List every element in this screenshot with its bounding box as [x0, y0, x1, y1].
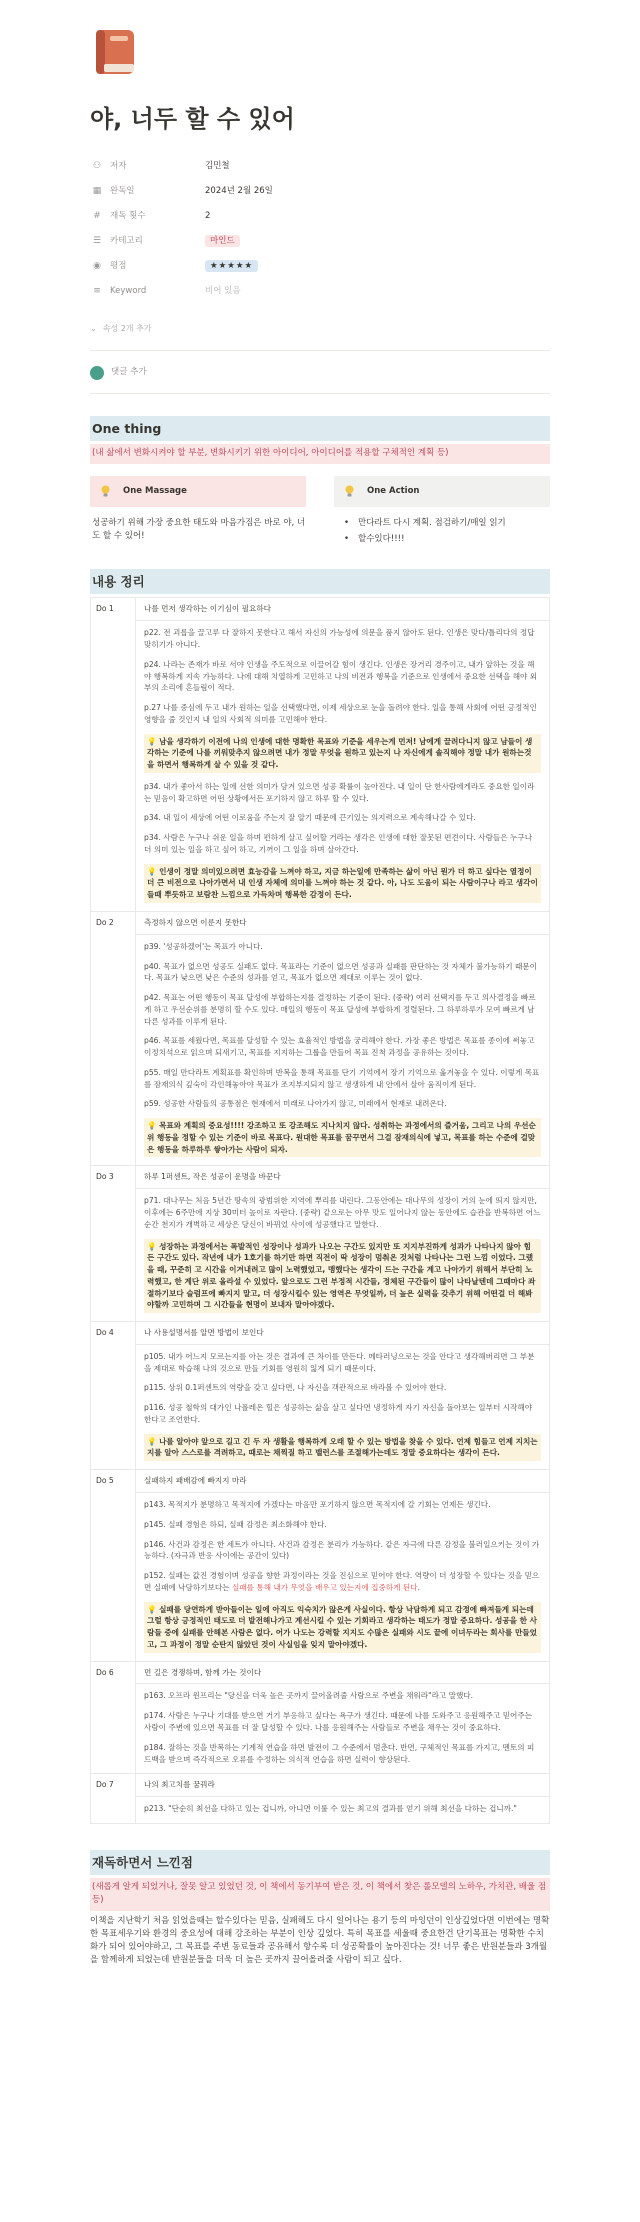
notes-cell[interactable]	[136, 621, 550, 912]
property-row[interactable]	[90, 279, 550, 304]
chapter-title-cell[interactable]: 실패하지 패배감에 빠지지 마라	[136, 1470, 550, 1493]
notes-cell[interactable]	[136, 1493, 550, 1662]
person-icon: ⚇	[92, 160, 102, 171]
quote-paragraph: p34. 사람은 누구나 쉬운 일을 하며 편하게 살고 싶어할 거라는 생각은 인생에 대한 잘못된 편견이다. 사람들은 누구나 더 의미 있는 일을 하고 싶어 하고, 기꺼이 그 일을 하며 살아간다.	[144, 833, 533, 854]
one-thing-heading: One thing	[90, 416, 550, 441]
property-name	[90, 210, 205, 224]
reread-text[interactable]: 이책을 지난학기 처음 읽었을때는 할수있다는 믿음, 실패해도 다시 일어나는 용기 등의 마잉던이 인상깊었다면 이번에는 명확한 목표세우기와 환경의 중요성에 대해 강조하는 부분이 인상 깊었다. 특히 목표를 세울때 중요한건 단기목표는 명확한 수치화가 되어 있어야하고, 그 목표를 주변 동료들과 공유해서 항수록 더 성공확률이 높아진다는 것! 너무 좋은 반원분들과 3개월을 함께하게 되었는데 반원분들을 더욱 더 높은 곳까지 끌어올려줄 사람이 되고 싶다.	[90, 1915, 550, 1966]
quote-paragraph: p34. 내 일이 세상에 어떤 이로움을 주는지 잘 알기 때문에 끈기있는 의지력으로 계속해나갈 수 있다.	[144, 813, 476, 823]
list-item: • 할수있다!!!!	[344, 533, 550, 546]
one-massage-title: One Massage	[123, 485, 187, 496]
quote-text: p152. 실패는 값진 경험이며 성공을 향한 과정이라는 것을 진심으로 믿어야 한다. 역량이 더 성장할 수 있다는 것을 믿으면 실패에 낙담하기보다는	[144, 1571, 540, 1592]
quote-paragraph: p174. 사람은 누구나 기대를 받으면 거기 부응하고 싶다는 욕구가 생긴다. 때문에 나를 도와주고 응원해주고 믿어주는 사람이 주변에 있으면 목표를 더 잘 달성할 수 있다. 나를 응원해주는 사람들로 주변을 채우는 것이 중요하다.	[144, 1711, 533, 1732]
one-thing-subtext: (내 삶에서 변화시켜야 할 부분, 변화시키기 위한 아이디어, 아이디어를 적용할 구체적인 계획 등)	[90, 444, 550, 463]
table-row	[91, 1470, 550, 1493]
day-cell[interactable]: Do 5	[91, 1470, 136, 1661]
quote-paragraph: p143. 목적지가 분명하고 목적지에 가겠다는 마음만 포기하지 않으면 목적지에 갈 기회는 언제든 생긴다.	[144, 1500, 491, 1510]
property-row[interactable]	[90, 179, 550, 204]
summary-heading: 내용 정리	[90, 569, 550, 594]
highlight-callout: 💡 실패를 당연하게 받아들이는 일에 아직도 익숙치가 않은게 사실이다. 항상 낙담하게 되고 감정에 빠져들게 되는데 그럴 항상 긍정적인 태도로 더 발전해나가고 계선시킬 수 있는 기회라고 생각하는 태도가 정말 중요하다. 성공을 한 사람들 중에 실패를 안해본 사람은 없다. 어가 나도는 강력할 지지도 수많은 실패와 시도 끝에 이녀두라는 회사를 만들었고, 그 과정이 정말 순탄지 않았던 것이 사실임을 잊지 말아야겠다.	[144, 1602, 541, 1653]
table-row	[91, 1322, 550, 1345]
notes-cell[interactable]	[136, 1344, 550, 1469]
quote-paragraph: p145. 실패 경험은 하되, 실패 감정은 최소화해야 한다.	[144, 1519, 327, 1529]
property-list	[90, 154, 550, 304]
chapter-title-cell[interactable]: 하루 1퍼센트, 작은 성공이 운명을 바꾼다	[136, 1166, 550, 1189]
circle-icon: ◉	[93, 260, 101, 271]
reread-heading: 재독하면서 느낀점	[90, 1850, 550, 1875]
quote-paragraph: p42. 목표는 어떤 행동이 목표 달성에 부합하는지를 결정하는 기준이 된다. (중략) 여러 선택지를 두고 의사결정을 빠르게 하고 우선순위를 분명히 할 수도 있다. 매일의 행동이 목표 달성에 부합하게 정렬된다. 그 하루하루가 모여 빠르게 남다른 성과를 이루게 된다.	[144, 993, 536, 1026]
property-tag: ★★★★★	[205, 260, 258, 272]
lines-icon: ≡	[93, 285, 101, 296]
summary-table	[90, 597, 550, 1823]
quote-paragraph: p71. 대나무는 처음 5년간 땅속의 광범위한 지역에 뿌리를 내린다. 그동안에는 대나무의 성장이 거의 눈에 띄지 않지만, 이후에는 6주만에 지상 30미터 높이로 자란다. (중략) 같으로는 아무 맛도 일어나지 않는 동안에도 습관을 반복하면 어느 순간 천지가 개벽하고 세상은 당신이 바뀌었 사이에 성공했다고 말한다.	[144, 1196, 541, 1229]
one-action-list	[334, 517, 550, 546]
book-icon[interactable]	[90, 26, 142, 78]
quote-paragraph: p46. 목표를 세웠다면, 목표를 달성할 수 있는 효율적인 방법을 궁리해야 한다. 가장 좋은 방법은 목표를 종이에 써놓고 이정치석으로 읽으며 되새기고, 목표를 지지하는 그룹을 만들어 목표 진척 과정을 공유하는 것이다.	[144, 1036, 535, 1058]
quote-paragraph: p116. 성공 철학의 대가인 나폴레온 힐은 성공하는 삶을 살고 싶다면 냉정하게 자기 자신을 돌아보는 일부터 시작해야 한다고 조언한다.	[144, 1403, 533, 1424]
property-row[interactable]	[90, 229, 550, 254]
property-name	[90, 185, 205, 199]
one-massage-text: 성공하기 위해 가장 중요한 태도와 마음가짐은 바로 야, 너도 할 수 있어!	[92, 517, 306, 541]
notes-cell[interactable]	[136, 934, 550, 1166]
list-item: • 만다라트 다시 계획. 점검하기/매일 읽기	[344, 517, 550, 530]
list-icon: ☰	[92, 235, 102, 246]
table-row	[91, 621, 550, 912]
lightbulb-icon	[100, 485, 111, 498]
property-label: 카테고리	[110, 235, 143, 246]
property-label: 평점	[110, 260, 127, 271]
quote-paragraph: p55. 매일 만다라트 계획표를 확인하며 반복을 통해 목표를 단기 기억에서 장기 기억으로 옮겨놓을 수 있다. 이렇게 목표를 잠재의식 깊숙이 각인해놓아야 목표가 조지부지되지 않고 생생하게 내 안에서 살아 움직이게 된다.	[144, 1067, 540, 1089]
property-name	[90, 260, 205, 274]
property-value[interactable]	[205, 260, 258, 273]
quote-paragraph: p163. 오프라 윈프리는 "당신을 더욱 높은 곳까지 끌어올려줄 사람으로 주변을 채워라"라고 말했다.	[144, 1691, 474, 1701]
quote-paragraph: p105. 내가 어느지 모르는지를 아는 것은 결과에 큰 차이를 만든다. 메타러닝으로는 것을 안다고 생각해버리면 그 부분을 제대로 학습해 나의 것으로 만들 기회를 영원히 잃게 되기 때문이다.	[144, 1351, 535, 1373]
property-label: 재독 횟수	[110, 210, 146, 221]
property-value[interactable]	[205, 235, 240, 248]
highlight-callout: 💡 목표와 계획의 중요성!!!! 강조하고 또 강조해도 지나치지 않다. 성취하는 과정에서의 즐거움, 그리고 나의 우선순위 행동을 정할 수 있는 기준이 바로 목표다. 원대한 목표를 꿈꾸면서 그걸 잠재의식에 넣고, 목표를 하는 수준에 걸맞은 행동을 하루하루 쌓아가는 사람이 되자.	[144, 1118, 541, 1157]
property-row[interactable]	[90, 204, 550, 229]
property-name	[90, 285, 205, 299]
more-properties-label: 속성 2개 추가	[102, 323, 152, 333]
chapter-title-cell[interactable]: 먼 길은 경쟁하며, 함께 가는 것이다	[136, 1661, 550, 1684]
one-thing-columns	[90, 476, 550, 550]
one-massage-callout	[90, 476, 306, 507]
add-comment-button[interactable]	[90, 363, 550, 383]
property-name	[90, 235, 205, 249]
highlight-callout: 💡 남을 생각하기 이전에 나의 인생에 대한 명확한 목표와 기준을 세우는게 먼저! 남에게 끌려다니지 않고 남들이 생각하는 기준에 나를 끼워맞추지 않으려면 내가 정말 무엇을 원하고 있는지 나 자신에게 솔직해야 정말 내가 원하는것을 하면서 행복하게 살 수 있을 것 같다.	[144, 734, 541, 773]
day-cell[interactable]: Do 6	[91, 1661, 136, 1774]
highlight-callout: 💡 나를 알아야 앞으로 길고 긴 두 자 생활을 행복하게 오래 할 수 있는 방법을 찾을 수 있다. 언제 힘들고 언제 지치는지를 알아 스스로를 격려하고, 때로는 채찍질 하고 밸런스를 조절해가는데도 정말 중요하다는 생각이 든다.	[144, 1434, 541, 1462]
quote-paragraph: p39. '성공하겠어'는 목표가 아니다.	[144, 941, 263, 951]
quote-paragraph: p34. 내가 좋아서 하는 일에 선한 의미가 담겨 있으면 성공 확률이 높아진다. 내 일이 단 한사람에게라도 중요한 일이라는 믿음이 확고하면 어떤 상황에서든 포기하지 않고 하루 할 수 있다.	[144, 781, 535, 803]
chapter-title-cell[interactable]: 나를 먼저 생각하는 이기심이 필요하다	[136, 598, 550, 621]
number-icon: #	[93, 210, 101, 221]
quote-paragraph: p146. 사건과 감정은 한 세트가 아니다. 사건과 감정은 분리가 가능하다. 같은 자극에 다른 감정을 불러일으키는 것이 가능하다. (자극과 반응 사이에는 공간이 있다)	[144, 1539, 540, 1561]
table-row	[91, 1797, 550, 1824]
one-action-column	[334, 476, 550, 550]
day-cell[interactable]: Do 2	[91, 911, 136, 1165]
divider	[90, 393, 550, 394]
property-value[interactable]	[205, 210, 210, 223]
quote-paragraph: p184. 잘하는 것을 반복하는 기계적 연습을 하면 발전이 그 수준에서 멈춘다. 반면, 구체적인 목표를 가지고, 멘토의 피드백을 받으며 즉각적으로 오류를 수정하는 의식적 연습을 하면 실력이 향상된다.	[144, 1742, 535, 1764]
day-cell[interactable]: Do 3	[91, 1166, 136, 1322]
one-action-title: One Action	[367, 485, 420, 496]
notes-cell[interactable]	[136, 1797, 550, 1824]
property-text: 김민철	[205, 160, 230, 171]
property-label: Keyword	[110, 285, 147, 296]
table-row	[91, 1661, 550, 1684]
quote-paragraph: p40. 목표가 없으면 성공도 실패도 없다. 목표라는 기준이 없으면 성공과 실패를 판단하는 것 자체가 불가능하기 때문이다. 목표가 낮으면 낮은 수준의 성과를 얻고, 목표가 없으면 제대로 이루는 것이 없다.	[144, 961, 537, 983]
property-text: 2	[205, 210, 211, 221]
lightbulb-icon	[344, 485, 355, 498]
table-row	[91, 1344, 550, 1469]
table-row	[91, 1774, 550, 1797]
quote-paragraph: p.27 나를 중심에 두고 내가 원하는 일을 선택했다면, 이제 세상으로 눈을 돌려야 한다. 일을 통해 사회에 어떤 긍정적인 영향을 줄 것인지 내 일의 사회적 의미를 고민해야 한다.	[144, 703, 537, 724]
quote-paragraph	[144, 1570, 541, 1594]
table-row	[91, 1493, 550, 1662]
quote-red-text: 실패를 통해 내가 무엇을 배우고 있는지에 집중하게 된다.	[231, 1582, 420, 1592]
property-text: 비어 있음	[205, 285, 241, 296]
property-row[interactable]	[90, 254, 550, 279]
property-value[interactable]	[205, 160, 230, 173]
quote-paragraph: p22. 전 괴롭을 끌고루 다 잘하지 못한다고 해서 자신의 가능성에 의문을 품지 않아도 된다. 인생은 맞다/틀리다의 정답 맞히기가 아니다.	[144, 628, 535, 649]
quote-paragraph: p213. "단순히 최선을 다하고 있는 겁니까, 아니면 이룰 수 있는 최고의 결과를 얻기 위해 최선을 다하는 겁니까."	[144, 1804, 517, 1814]
add-comment-label: 댓글 추가	[111, 367, 147, 378]
notes-cell[interactable]	[136, 1684, 550, 1774]
one-massage-column	[90, 476, 306, 550]
divider	[90, 350, 550, 351]
table-row	[91, 934, 550, 1166]
table-row	[91, 598, 550, 621]
chevron-down-icon: ⌄	[90, 323, 97, 333]
page-title[interactable]: 야, 너두 할 수 있어	[90, 105, 295, 133]
reread-subtext: (새롭게 알게 되었거나, 잘못 알고 있었던 것, 이 책에서 동기부여 받은 것, 이 책에서 찾은 롤모델의 노하우, 가치관, 배울 점 등)	[90, 1878, 550, 1910]
quote-paragraph: p59. 성공한 사람들의 공통점은 현재에서 미래로 나아가지 않고, 미래에서 현재로 내려온다.	[144, 1099, 447, 1109]
property-row[interactable]	[90, 154, 550, 179]
property-tag: 마인드	[205, 235, 240, 247]
property-name	[90, 160, 205, 174]
day-cell[interactable]: Do 1	[91, 598, 136, 912]
chapter-title-cell[interactable]: 측정하지 않으면 이룬지 못한다	[136, 911, 550, 934]
quote-paragraph: p24. 나라는 존재가 바로 서야 인생을 주도적으로 이끌어갈 힘이 생긴다. 인생은 장거리 경주이고, 내가 앞하는 것을 해야 행복하게 지속 가능하다. 나에 대해 치열하게 고민하고 나의 비전과 행복을 기준으로 인생에서 중요한 선택을 해야 외부의 소리에 흔들림이 적다.	[144, 659, 538, 693]
property-text: 2024년 2월 26일	[205, 185, 273, 196]
more-properties-toggle[interactable]	[90, 318, 550, 340]
avatar	[90, 366, 104, 380]
table-row	[91, 1166, 550, 1189]
property-label: 완독일	[110, 185, 135, 196]
day-cell[interactable]: Do 7	[91, 1774, 136, 1824]
table-row	[91, 1189, 550, 1322]
highlight-callout: 💡 인생이 정말 의미있으려면 효능감을 느껴야 하고, 지금 하는일에 만족하는 삶이 아닌 뭔가 더 하고 싶다는 열정이 더 큰 비전으로 나아가면서 내 인생 자체에 의미를 느껴야 하는 것 같다. 아, 나도 도움이 되는 사람이구나 라고 생각이 들때 뿌듯하고 보람찬 느낌으로 가득차며 행복한 감정이 든다.	[144, 864, 541, 903]
table-row	[91, 1684, 550, 1774]
table-row	[91, 911, 550, 934]
day-cell[interactable]: Do 4	[91, 1322, 136, 1470]
notes-cell[interactable]	[136, 1189, 550, 1322]
property-value[interactable]	[205, 285, 241, 298]
quote-paragraph: p115. 상위 0.1퍼센트의 역량을 갖고 싶다면, 나 자신을 객관적으로 바라볼 수 있어야 한다.	[144, 1383, 447, 1393]
highlight-callout: 💡 성장하는 과정에서는 폭발적인 성장이나 성과가 나오는 구간도 있지만 또 지지부진하게 성과가 나타나지 않아 힘든 구간도 있다. 작년에 내가 1호기를 하기만 하면 직전이 딱 성장이 멈춰온 것처럼 나타나는 그런 느낌 이었다. 그랬을 때, 꾸준히 고 시간을 이겨내려고 많이 노력했었고, 맹했다는 생각이 드는 구간을 계고 나아가기 위해서 부단히 노력했고, 한 계단 위로 올라설 수 있었다. 앞으로도 그런 부정적 시간들, 정체된 구간들이 많이 나타날텐데 그때마다 좌절하기보다 슬럼프에 빠지지 말고, 더 성장시킬수 있는 영역은 무엇일까, 더 높은 실력을 갖추기 위해 어떤걸 더 해봐야할까 고민하며 그 시간들을 현명이 보내자 말아야겠다.	[144, 1239, 541, 1314]
chapter-title-cell[interactable]: 나의 최고치를 꿈꿔라	[136, 1774, 550, 1797]
calendar-icon: ▦	[92, 185, 102, 196]
one-action-callout	[334, 476, 550, 507]
property-value[interactable]	[205, 185, 273, 198]
chapter-title-cell[interactable]: 나 사용설명서를 알면 방법이 보인다	[136, 1322, 550, 1345]
property-label: 저자	[110, 160, 127, 171]
